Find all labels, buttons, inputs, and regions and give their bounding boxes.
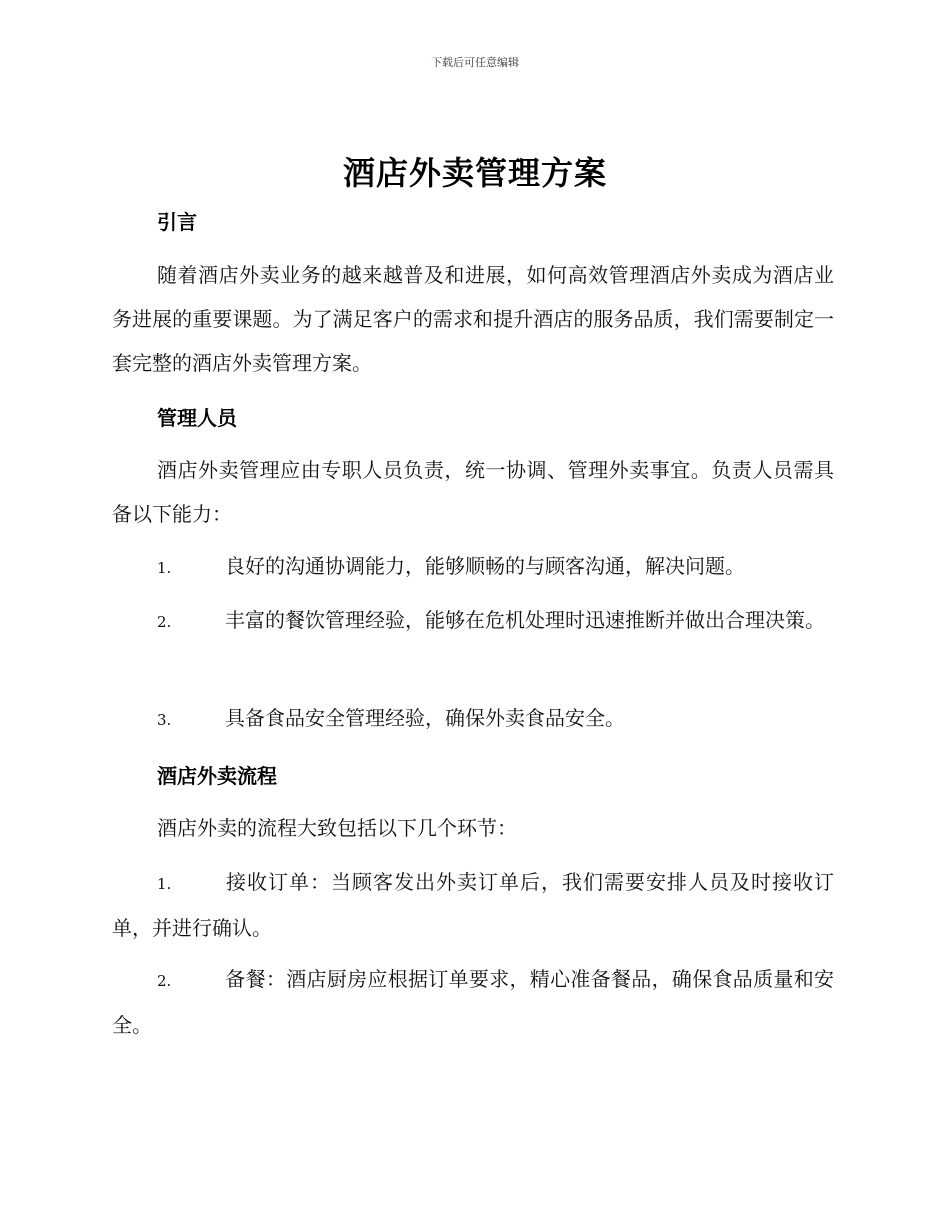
- process-paragraph: 酒店外卖的流程大致包括以下几个环节：: [157, 816, 517, 840]
- section-heading-intro: 引言: [157, 210, 197, 234]
- list-item-number: 2.: [157, 613, 172, 631]
- list-item: [112, 696, 834, 742]
- list-item-number: 1.: [157, 875, 172, 893]
- header-note: 下载后可任意编辑: [431, 56, 519, 69]
- intro-paragraph: 随着酒店外卖业务的越来越普及和进展，如何高效管理酒店外卖成为酒店业务进展的重要课题。为了满足客户的需求和提升酒店的服务品质，我们需要制定一套完整的酒店外卖管理方案。: [112, 263, 834, 375]
- list-item: [112, 598, 834, 644]
- list-item-text: 丰富的餐饮管理经验，能够在危机处理时迅速推断并做出合理决策。: [225, 608, 825, 632]
- list-item-text: 接收订单：当顾客发出外卖订单后，我们需要安排人员及时接收订单，并进行确认。: [112, 870, 834, 940]
- staff-paragraph: 酒店外卖管理应由专职人员负责，统一协调、管理外卖事宜。负责人员需具备以下能力：: [112, 458, 834, 526]
- list-item-text: 具备食品安全管理经验，确保外卖食品安全。: [225, 706, 625, 730]
- section-heading-process: 酒店外卖流程: [157, 764, 277, 788]
- list-item-number: 2.: [157, 972, 172, 990]
- document-title: 酒店外卖管理方案: [342, 154, 607, 192]
- list-item-number: 1.: [157, 559, 172, 577]
- list-item-text: 良好的沟通协调能力，能够顺畅的与顾客沟通，解决问题。: [225, 554, 745, 578]
- list-item: [112, 544, 834, 590]
- list-item: [112, 957, 834, 1047]
- list-item-number: 3.: [157, 711, 172, 729]
- list-item-text: 备餐：酒店厨房应根据订单要求，精心准备餐品，确保食品质量和安全。: [112, 967, 834, 1037]
- section-heading-staff: 管理人员: [157, 406, 237, 430]
- list-item: [112, 860, 834, 950]
